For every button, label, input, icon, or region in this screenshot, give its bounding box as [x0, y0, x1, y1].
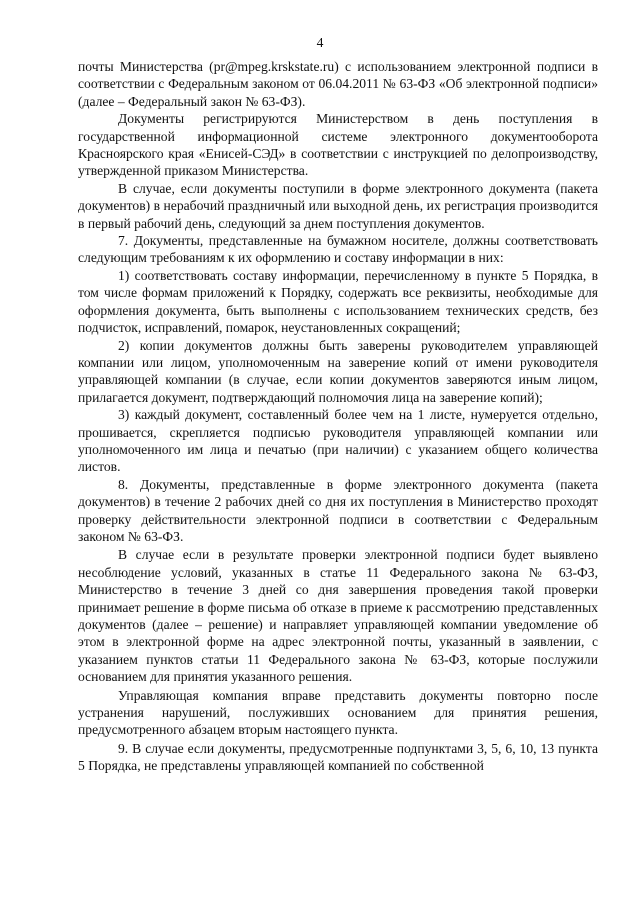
paragraph-signature-check: В случае если в результате проверки электронной подписи будет выявлено несоблюдение условий, указанных в статье 11 Федерального закона № 63-ФЗ, Министерство в течение 3 дней со дня завершения проведения такой проверки принимает решение в форме письма об отказе в приеме к рассмотрению представленных документов (далее – решение) и направляет управляющей компании уведомление об этом в электронной форме на адрес электронной почты, указанный в заявлении, с указанием пунктов статьи 11 Федерального закона № 63-ФЗ, которые послужили основанием для принятия указанного решения.	[78, 547, 598, 685]
paragraph-item-9: 9. В случае если документы, предусмотренные подпунктами 3, 5, 6, 10, 13 пункта 5 Порядка, не представлены управляющей компанией по собственной	[78, 740, 598, 774]
paragraph-item-8: 8. Документы, представленные в форме электронного документа (пакета документов) в течение 2 рабочих дней со дня их поступления в Министерство проходят проверку действительности электронной подписи в соответствии с Федеральным законом № 63-ФЗ.	[78, 476, 598, 544]
paragraph-resubmission: Управляющая компания вправе представить документы повторно после устранения нарушений, послуживших основанием для принятия решения, предусмотренного абзацем вторым настоящего пункта.	[78, 687, 598, 738]
paragraph-subitem-3: 3) каждый документ, составленный более чем на 1 листе, нумеруется отдельно, прошивается, скрепляется подписью руководителя управляющей компании или уполномоченного им лица и печатью (при наличии) с указанием общего количества листов.	[78, 407, 598, 475]
document-body	[78, 58, 598, 775]
page-number: 4	[316, 35, 324, 50]
paragraph-subitem-1: 1) соответствовать составу информации, перечисленному в пункте 5 Порядка, в том числе формам приложений к Порядку, содержать все реквизиты, необходимые для оформления документа, быть выполнены с использованием технических средств, без подчисток, исправлений, помарок, неустановленных сокращений;	[78, 267, 598, 336]
paragraph-holiday-registration: В случае, если документы поступили в форме электронного документа (пакета документов) в нерабочий праздничный или выходной день, их регистрация производится в первый рабочий день, следующий за днем поступления документов.	[78, 180, 598, 231]
paragraph-registration: Документы регистрируются Министерством в день поступления в государственной информационной системе электронного документооборота Красноярского края «Енисей-СЭД» в соответствии с инструкцией по делопроизводству, утвержденной приказом Министерства.	[78, 111, 598, 179]
paragraph-email-signature: почты Министерства (pr@mpeg.krskstate.ru) с использованием электронной подписи в соответствии с Федеральным законом от 06.04.2011 № 63-ФЗ «Об электронной подписи» (далее – Федеральный закон № 63-ФЗ).	[78, 59, 598, 109]
paragraph-item-7: 7. Документы, представленные на бумажном носителе, должны соответствовать следующим требованиям к их оформлению и составу информации в них:	[78, 233, 598, 266]
paragraph-subitem-2: 2) копии документов должны быть заверены руководителем управляющей компании или лицом, уполномоченным на заверение копий от имени руководителя управляющей компании (в случае, если копии документов заверяются иным лицом, прилагается документ, подтверждающий полномочия лица на заверение копий);	[78, 337, 598, 405]
